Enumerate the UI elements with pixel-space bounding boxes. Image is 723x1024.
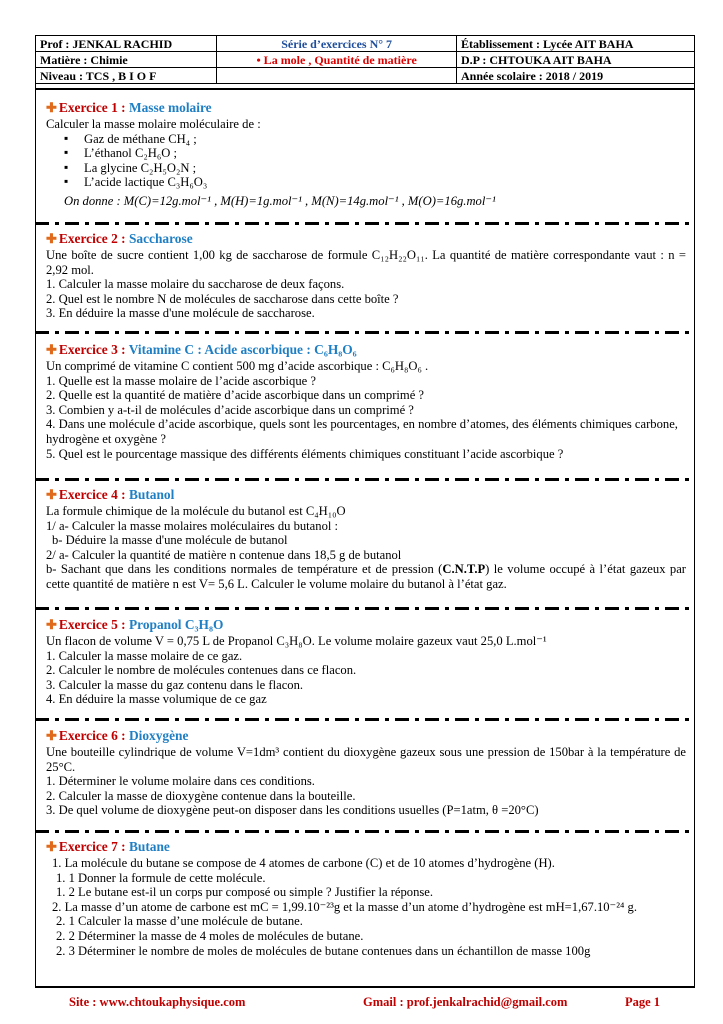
question: 2. Quelle est la quantité de matière d’acide ascorbique dans un comprimé ? xyxy=(46,388,425,403)
exercise-4 xyxy=(46,486,686,592)
question: 4. Dans une molécule d’acide ascorbique, quels sont les pourcentages, en nombre d’atomes, des éléments chimiques carbone, hydrogène et oxygène ? xyxy=(46,417,678,446)
arrow-icon: ✚ xyxy=(46,231,57,246)
exercise-3-intro: Un comprimé de vitamine C contient 500 mg d’acide ascorbique : C₆H₈O₆ . xyxy=(46,359,429,373)
header-niveau: Niveau : TCS , B I O F xyxy=(36,68,217,84)
question: 2. 3 Déterminer le nombre de moles de molécules de butane contenues dans un échantillon de masse 100g xyxy=(56,943,591,958)
question: 1. Calculer la masse molaire de ce gaz. xyxy=(46,648,243,663)
header-serie: Série d’exercices N° 7 xyxy=(217,36,457,52)
question: 3. Combien y a-t-il de molécules d’acide ascorbique dans un comprimé ? xyxy=(46,402,414,417)
footer-page-number: Page 1 xyxy=(625,995,661,1009)
exercise-6-title: ✚ Exercice 6 : Dioxygène xyxy=(46,728,189,743)
question: 1. 2 Le butane est-il un corps pur composé ou simple ? Justifier la réponse. xyxy=(56,885,434,900)
question: 2. Calculer le nombre de molécules contenues dans ce flacon. xyxy=(46,663,357,678)
separator xyxy=(35,331,695,334)
list-item: ▪ Gaz de méthane CH₄ ; xyxy=(46,132,686,147)
header-sujet: • La mole , Quantité de matière xyxy=(217,52,457,68)
separator xyxy=(35,222,695,225)
question: 2. Quel est le nombre N de molécules de saccharose dans cette boîte ? xyxy=(46,291,399,306)
question: 2. La masse d’un atome de carbone est mC = 1,99.10⁻²³g et la masse d’un atome d’hydrogène est mH=1,67.10⁻²⁴ g. xyxy=(52,899,637,914)
header-matiere: Matière : Chimie xyxy=(36,52,217,68)
question: 5. Quel est le pourcentage massique des différents éléments chimiques constituant l’acide ascorbique ? xyxy=(46,446,564,461)
question: 4. En déduire la masse volumique de ce gaz xyxy=(46,692,267,707)
exercise-4-intro: La formule chimique de la molécule du butanol est C₄H₁₀O xyxy=(46,504,346,518)
separator xyxy=(35,718,695,721)
exercise-3 xyxy=(46,341,686,461)
question: 1. Calculer la masse molaire du saccharose de deux façons. xyxy=(46,277,345,292)
question: 1. Déterminer le volume molaire dans ces conditions. xyxy=(46,774,315,789)
list-item: ▪ L’éthanol C₂H₆O ; xyxy=(46,146,686,161)
header-prof: Prof : JENKAL RACHID xyxy=(36,36,217,52)
question: 3. Calculer la masse du gaz contenu dans le flacon. xyxy=(46,677,304,692)
exercise-2 xyxy=(46,230,686,321)
exercise-7-title: ✚ Exercice 7 : Butane xyxy=(46,839,170,854)
header-table xyxy=(35,35,695,84)
question: 1. 1 Donner la formule de cette molécule. xyxy=(56,870,266,885)
question: 2/ a- Calculer la quantité de matière n contenue dans 18,5 g de butanol xyxy=(46,547,402,562)
question: 1. Quelle est la masse molaire de l’acide ascorbique ? xyxy=(46,373,316,388)
exercise-4-title: ✚ Exercice 4 : Butanol xyxy=(46,487,175,502)
header-empty xyxy=(217,68,457,84)
footer-email-link[interactable]: Gmail : prof.jenkalrachid@gmail.com xyxy=(363,995,568,1009)
separator xyxy=(35,830,695,833)
header-etablissement: Établissement : Lycée AIT BAHA xyxy=(457,36,695,52)
exercise-1-intro: Calculer la masse molaire moléculaire de : xyxy=(46,117,261,131)
exercise-2-intro: Une boîte de sucre contient 1,00 kg de saccharose de formule C₁₂H₂₂O₁₁. La quantité de matière correspondante vaut : n = 2,92 mol. xyxy=(46,248,686,277)
exercise-6 xyxy=(46,727,686,818)
exercise-7 xyxy=(46,838,686,958)
arrow-icon: ✚ xyxy=(46,617,57,632)
list-item: ▪ L’acide lactique C₃H₆O₃ xyxy=(46,175,686,190)
exercise-5 xyxy=(46,616,686,707)
exercise-1-title: ✚ Exercice 1 : Masse molaire xyxy=(46,100,212,115)
exercise-3-title: ✚ Exercice 3 : Vitamine C : Acide ascorbique : C₆H₈O₆ xyxy=(46,342,357,357)
separator xyxy=(35,607,695,610)
arrow-icon: ✚ xyxy=(46,487,57,502)
question: 2. 2 Déterminer la masse de 4 moles de molécules de butane. xyxy=(56,928,364,943)
header-annee: Année scolaire : 2018 / 2019 xyxy=(457,68,695,84)
exercise-6-intro: Une bouteille cylindrique de volume V=1dm³ contient du dioxygène gazeux sous une pression de 150bar à la température de 25°C. xyxy=(46,745,686,774)
arrow-icon: ✚ xyxy=(46,839,57,854)
question: 2. Calculer la masse de dioxygène contenue dans la bouteille. xyxy=(46,788,356,803)
header-dp: D.P : CHTOUKA AIT BAHA xyxy=(457,52,695,68)
exercise-5-title: ✚ Exercice 5 : Propanol C₃H₈O xyxy=(46,617,224,632)
question: b- Sachant que dans les conditions normales de température et de pression (C.N.T.P) le volume occupé à l’état gazeux par cette quantité de matière n est V= 5,6 L. Calculer le volume molaire du butanol à l’état gaz. xyxy=(46,562,686,591)
exercise-2-title: ✚ Exercice 2 : Saccharose xyxy=(46,231,193,246)
list-item: ▪ La glycine C₂H₅O₂N ; xyxy=(46,161,686,176)
question: b- Déduire la masse d'une molécule de butanol xyxy=(52,533,288,548)
exercise-1 xyxy=(46,99,686,209)
exercise-5-intro: Un flacon de volume V = 0,75 L de Propanol C₃H₈O. Le volume molaire gazeux vaut 25,0 L.mol⁻¹ xyxy=(46,634,547,648)
arrow-icon: ✚ xyxy=(46,100,57,115)
question: 1. La molécule du butane se compose de 4 atomes de carbone (C) et de 10 atomes d’hydrogène (H). xyxy=(52,856,555,870)
header-underline xyxy=(35,88,695,90)
bottom-line xyxy=(35,986,695,988)
arrow-icon: ✚ xyxy=(46,728,57,743)
arrow-icon: ✚ xyxy=(46,342,57,357)
question: 2. 1 Calculer la masse d’une molécule de butane. xyxy=(56,914,303,929)
question: 1/ a- Calculer la masse molaires moléculaires du butanol : xyxy=(46,518,339,533)
question: 3. De quel volume de dioxygène peut-on disposer dans les conditions usuelles (P=1atm, θ =20°C) xyxy=(46,803,539,818)
footer-site-link[interactable]: Site : www.chtoukaphysique.com xyxy=(69,995,246,1009)
question: 3. En déduire la masse d'une molécule de saccharose. xyxy=(46,306,315,321)
separator xyxy=(35,478,695,481)
exercise-1-donne: On donne : M(C)=12g.mol⁻¹ , M(H)=1g.mol⁻¹ , M(N)=14g.mol⁻¹ , M(O)=16g.mol⁻¹ xyxy=(64,193,496,208)
